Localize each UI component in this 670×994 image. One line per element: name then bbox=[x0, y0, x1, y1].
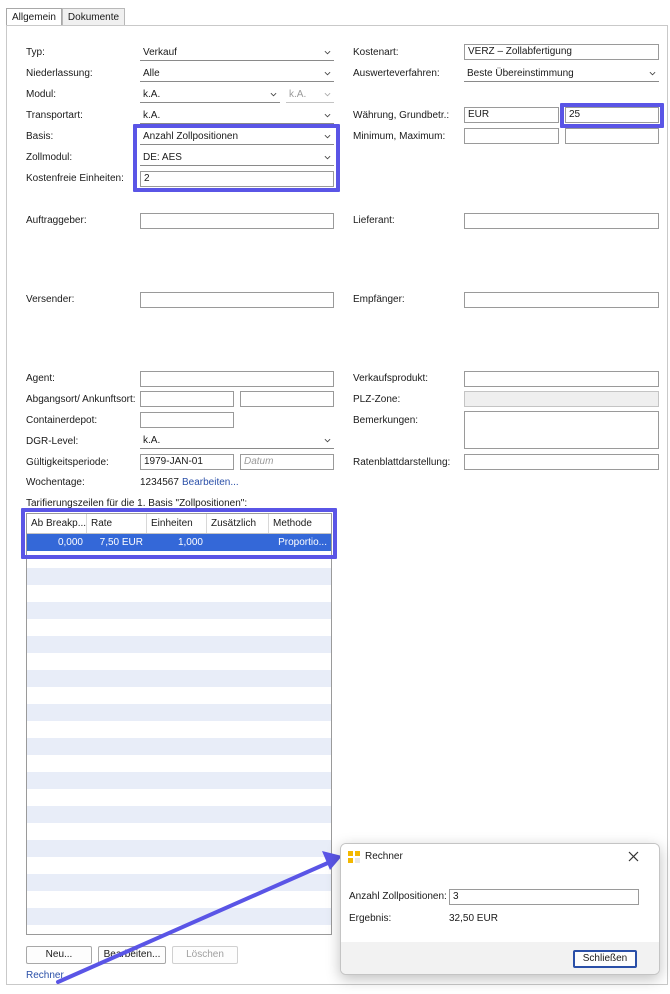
gueltigkeit-from-input[interactable]: 1979-JAN-01 bbox=[140, 454, 234, 470]
bemerkungen-label: Bemerkungen: bbox=[353, 415, 419, 426]
transportart-label: Transportart: bbox=[26, 110, 83, 121]
gueltigkeit-to-input[interactable]: Datum bbox=[240, 454, 334, 470]
cell-methode: Proportio... bbox=[278, 537, 327, 548]
col-einheiten[interactable]: Einheiten bbox=[147, 514, 207, 533]
containerdepot-label: Containerdepot: bbox=[26, 415, 98, 426]
loeschen-button[interactable]: Löschen bbox=[172, 946, 238, 964]
kostenfrei-label: Kostenfreie Einheiten: bbox=[26, 173, 124, 184]
gueltigkeit-label: Gültigkeitsperiode: bbox=[26, 457, 109, 468]
rechner-dialog bbox=[340, 843, 660, 975]
anzahl-label: Anzahl Zollpositionen: bbox=[349, 891, 447, 902]
wochentage-label: Wochentage: bbox=[26, 477, 85, 488]
col-zusaetzlich[interactable]: Zusätzlich bbox=[207, 514, 269, 533]
dgr-label: DGR-Level: bbox=[26, 436, 79, 447]
bearbeiten-button[interactable]: Bearbeiten... bbox=[98, 946, 166, 964]
dialog-footer bbox=[341, 942, 659, 975]
typ-value: Verkauf bbox=[143, 47, 177, 58]
calculator-icon bbox=[348, 851, 360, 863]
plz-label: PLZ-Zone: bbox=[353, 394, 401, 405]
dgr-value: k.A. bbox=[143, 435, 161, 446]
basis-value: Anzahl Zollpositionen bbox=[143, 131, 239, 142]
zollmodul-label: Zollmodul: bbox=[26, 152, 73, 163]
modul-label: Modul: bbox=[26, 89, 57, 100]
versender-label: Versender: bbox=[26, 294, 75, 305]
neu-button[interactable]: Neu... bbox=[26, 946, 92, 964]
kostenart-label: Kostenart: bbox=[353, 47, 399, 58]
niederlassung-label: Niederlassung: bbox=[26, 68, 93, 79]
verkaufsprodukt-label: Verkaufsprodukt: bbox=[353, 373, 429, 384]
grundbetrag-input[interactable]: 25 bbox=[565, 107, 659, 123]
col-ab-breakpoint[interactable]: Ab Breakp... bbox=[27, 514, 87, 533]
waehrung-label: Währung, Grundbetr.: bbox=[353, 110, 450, 121]
auswerteverfahren-label: Auswerteverfahren: bbox=[353, 68, 440, 79]
cell-einheiten: 1,000 bbox=[177, 537, 203, 548]
col-rate[interactable]: Rate bbox=[87, 514, 147, 533]
modul-sub-value: k.A. bbox=[289, 89, 307, 100]
tab-dokumente[interactable]: Dokumente bbox=[62, 8, 125, 26]
modul-value: k.A. bbox=[143, 89, 161, 100]
rechner-link[interactable]: Rechner bbox=[26, 970, 64, 981]
cell-ab: 0,000 bbox=[57, 537, 83, 548]
anzahl-input[interactable]: 3 bbox=[449, 889, 639, 905]
ratenblatt-label: Ratenblattdarstellung: bbox=[353, 457, 451, 468]
auswerteverfahren-value: Beste Übereinstimmung bbox=[467, 68, 574, 79]
niederlassung-value: Alle bbox=[143, 68, 160, 79]
kostenart-input[interactable]: VERZ – Zollabfertigung bbox=[464, 44, 659, 60]
wochentage-value: 1234567 bbox=[140, 477, 179, 488]
ergebnis-label: Ergebnis: bbox=[349, 913, 392, 924]
transportart-value: k.A. bbox=[143, 110, 161, 121]
zollmodul-value: DE: AES bbox=[143, 152, 182, 163]
kostenfrei-input[interactable]: 2 bbox=[140, 171, 334, 187]
lieferant-label: Lieferant: bbox=[353, 215, 395, 226]
ergebnis-value: 32,50 EUR bbox=[449, 913, 498, 924]
schliessen-button[interactable]: Schließen bbox=[573, 950, 637, 968]
dialog-body bbox=[341, 870, 659, 942]
close-icon[interactable] bbox=[628, 851, 639, 862]
typ-label: Typ: bbox=[26, 47, 45, 58]
auftraggeber-label: Auftraggeber: bbox=[26, 215, 87, 226]
tab-allgemein[interactable]: Allgemein bbox=[6, 8, 62, 27]
waehrung-input[interactable]: EUR bbox=[464, 107, 559, 123]
tarif-title: Tarifierungszeilen für die 1. Basis "Zollpositionen": bbox=[26, 498, 248, 509]
minmax-label: Minimum, Maximum: bbox=[353, 131, 446, 142]
agent-label: Agent: bbox=[26, 373, 55, 384]
basis-label: Basis: bbox=[26, 131, 54, 142]
col-methode[interactable]: Methode bbox=[273, 518, 312, 529]
dialog-title: Rechner bbox=[365, 851, 403, 862]
empfaenger-label: Empfänger: bbox=[353, 294, 405, 305]
dialog-titlebar bbox=[341, 844, 659, 870]
wochentage-edit-link[interactable]: Bearbeiten... bbox=[182, 477, 239, 488]
cell-rate: 7,50 EUR bbox=[99, 537, 143, 548]
abgangsort-label: Abgangsort/ Ankunftsort: bbox=[26, 394, 136, 405]
